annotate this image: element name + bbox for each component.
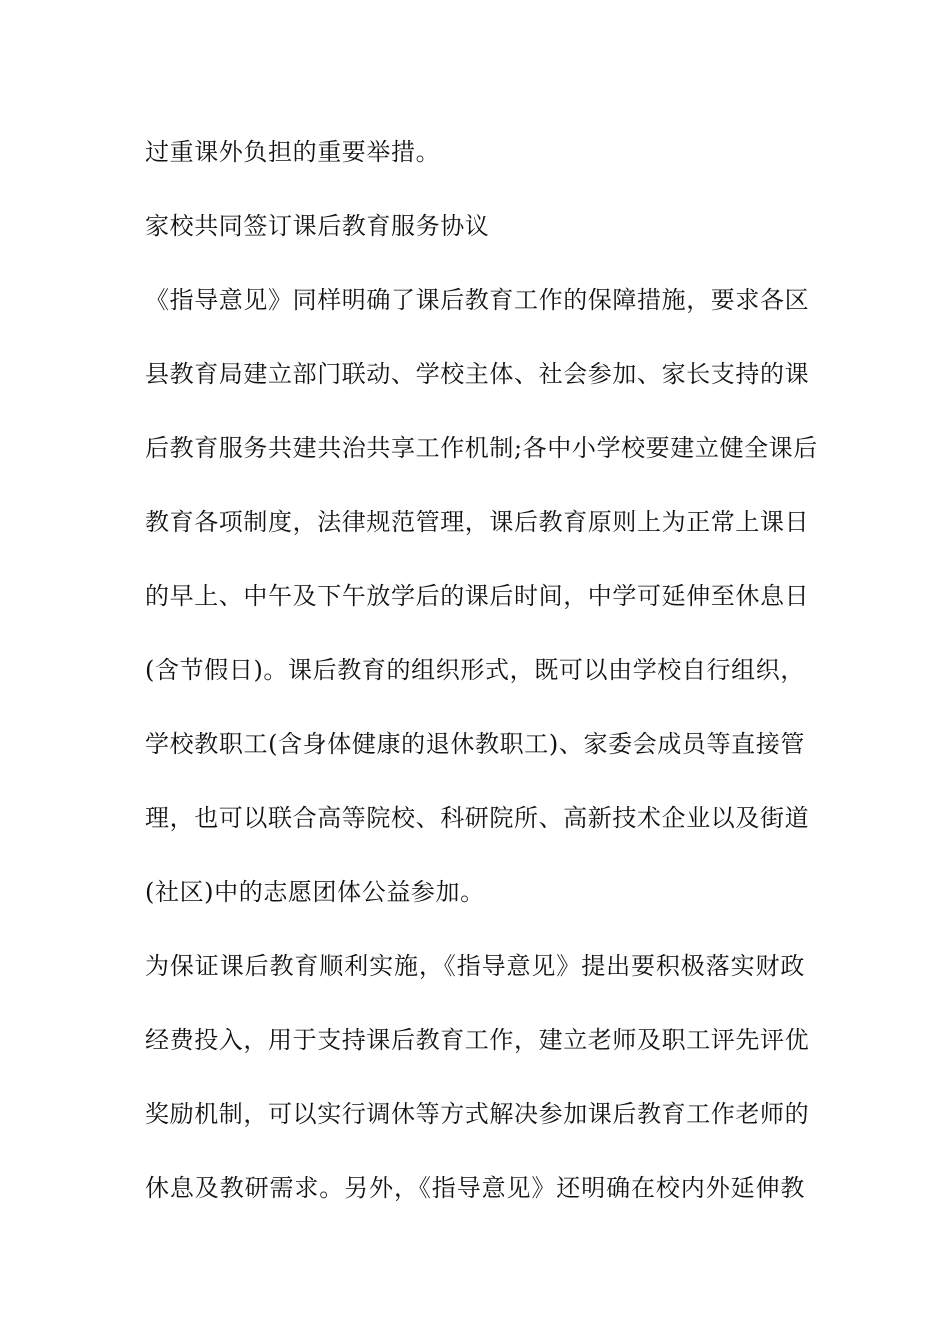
text-line: 为保证课后教育顺利实施，《指导意见》提出要积极落实财政 — [145, 952, 805, 980]
text-line: 的早上、中午及下午放学后的课后时间，中学可延伸至休息日 — [145, 582, 810, 610]
text-line: (社区)中的志愿团体公益参加。 — [145, 878, 485, 906]
section-heading: 家校共同签订课后教育服务协议 — [145, 212, 490, 240]
text-line: 学校教职工(含身体健康的退休教职工)、家委会成员等直接管 — [145, 730, 805, 758]
text-line: 过重课外负担的重要举措。 — [145, 138, 441, 166]
text-line: 理，也可以联合高等院校、科研院所、高新技术企业以及街道 — [145, 804, 810, 832]
text-line: 奖励机制，可以实行调休等方式解决参加课后教育工作老师的 — [145, 1100, 810, 1128]
text-line: 教育各项制度，法律规范管理，课后教育原则上为正常上课日 — [145, 508, 810, 536]
text-line: 县教育局建立部门联动、学校主体、社会参加、家长支持的课 — [145, 360, 810, 388]
text-line: (含节假日)。课后教育的组织形式，既可以由学校自行组织， — [145, 656, 805, 684]
text-line: 后教育服务共建共治共享工作机制;各中小学校要建立健全课后 — [145, 434, 818, 462]
text-line: 休息及教研需求。另外，《指导意见》还明确在校内外延伸教 — [145, 1174, 805, 1202]
text-line: 《指导意见》同样明确了课后教育工作的保障措施，要求各区 — [145, 286, 810, 314]
text-line: 经费投入，用于支持课后教育工作，建立老师及职工评先评优 — [145, 1026, 810, 1054]
